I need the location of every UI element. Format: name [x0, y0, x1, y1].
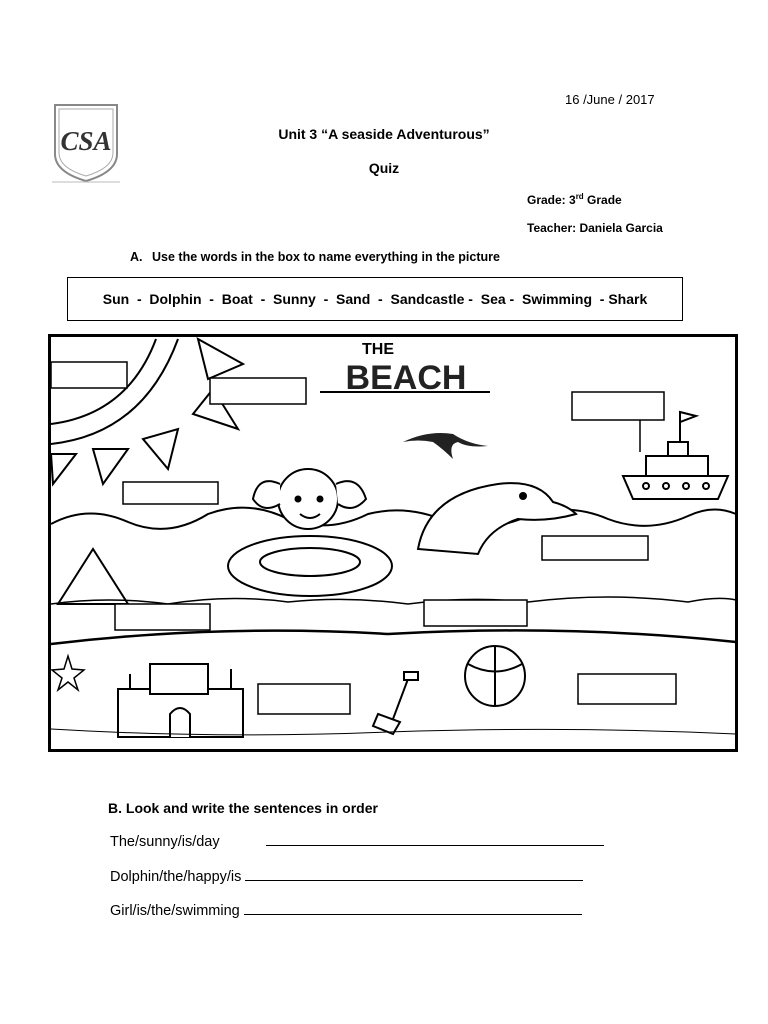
unit-title: Unit 3 “A seaside Adventurous”: [278, 126, 490, 142]
sentence-item: The/sunny/is/day: [110, 834, 604, 850]
picture-heading-the: THE: [362, 341, 394, 358]
sentence-item: Dolphin/the/happy/is: [110, 869, 583, 885]
answer-line[interactable]: [245, 879, 583, 881]
label-box: [578, 674, 676, 704]
logo-lettering: CSA: [60, 126, 112, 156]
label-box: [258, 684, 350, 714]
quiz-date: 16 /June / 2017: [565, 92, 655, 107]
quiz-subtitle: Quiz: [368, 160, 400, 176]
beach-ball-drawing: [465, 646, 525, 706]
picture-heading-beach: BEACH: [345, 359, 467, 397]
grade-label: Grade: 3rd Grade: [527, 192, 622, 207]
section-b-instruction: B. Look and write the sentences in order: [108, 800, 378, 816]
word-bank-box: Sun - Dolphin - Boat - Sunny - Sand - Sandcastle - Sea - Swimming - Shark: [67, 277, 683, 321]
beach-picture: [48, 334, 738, 752]
label-box: [424, 600, 527, 626]
label-box: [542, 536, 648, 560]
sentence-item: Girl/is/the/swimming: [110, 903, 582, 919]
label-box: [572, 392, 664, 420]
label-box: [123, 482, 218, 504]
section-a-instruction: A. Use the words in the box to name everything in the picture: [130, 250, 500, 264]
teacher-label: Teacher: Daniela Garcia: [527, 221, 663, 235]
answer-line[interactable]: [266, 844, 604, 846]
label-box: [210, 378, 306, 404]
answer-line[interactable]: [244, 913, 582, 915]
label-box: [115, 604, 210, 630]
label-box: [51, 362, 127, 388]
